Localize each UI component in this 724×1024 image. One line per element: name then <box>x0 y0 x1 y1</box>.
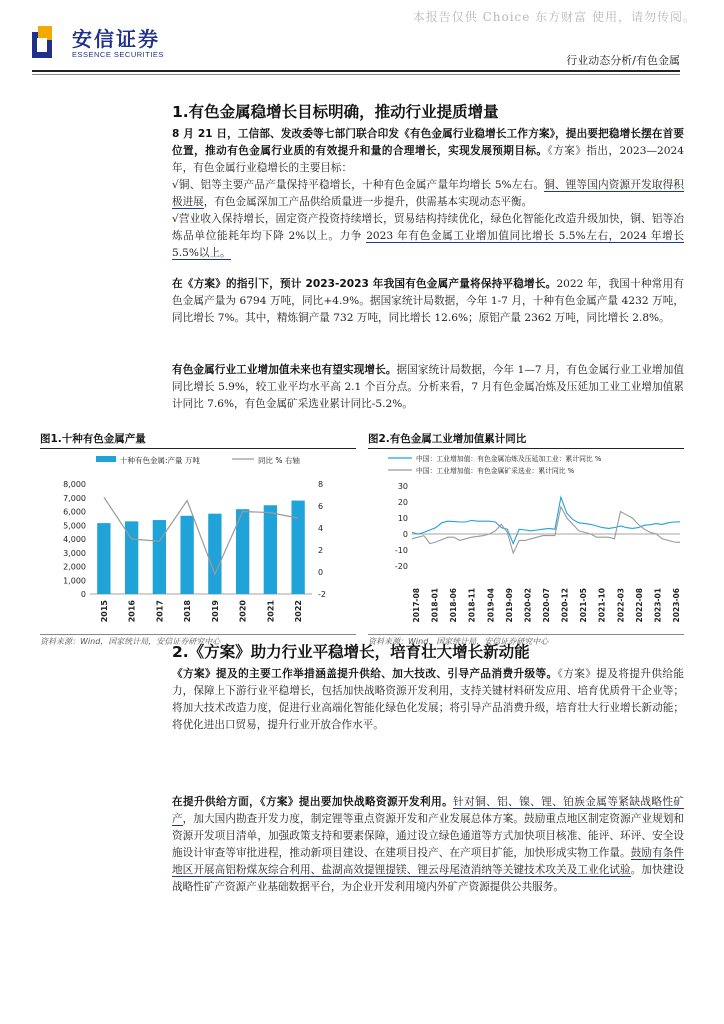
p3-body: 据国家统计局数据，今年 1—7 月，有色金属行业工业增加值同比增长 5.9%，较工业平均水平高 2.1 个百分点。分析来看，7 月有色金属冶炼及压延加工业工业增加值累计同比 7.6%，有色金属矿采选业累计同比-5.2%。 <box>172 364 685 410</box>
y-right-tick-label: 4 <box>318 524 324 533</box>
figure-1-chart <box>40 452 356 632</box>
brand-name-en: ESSENCE SECURITIES <box>72 49 164 59</box>
bar-production-2015 <box>97 523 110 594</box>
section-2-title: 2.《方案》助力行业平稳增长，培育壮大增长新动能 <box>172 643 530 661</box>
y-left-tick-label: 6,000 <box>63 507 86 517</box>
x-tick-label: 2021 <box>266 600 276 623</box>
bar-production-2018 <box>180 516 193 594</box>
x-tick-label: 2020-07 <box>542 588 551 623</box>
section-1-paragraph-1 <box>172 126 684 262</box>
s2-p2-lead: 在提升供给方面，《方案》提出要加快战略资源开发利用。 <box>172 796 454 808</box>
x-tick-label: 2019-04 <box>486 588 496 623</box>
p1-lead: 8 月 21 日，工信部、发改委等七部门联合印发《有色金属行业稳增长工作方案》，提出要把稳增长摆在首要位置，推动有色金属行业质的有效提升和量的合理增长，实现发展预期目标。 <box>172 128 684 157</box>
section-1-paragraph-2 <box>172 276 684 327</box>
x-tick-label: 2021-10 <box>597 588 607 623</box>
figure-1-title: 图1.十种有色金属产量 <box>40 433 146 445</box>
y-tick-label: 30 <box>397 482 408 491</box>
header-divider <box>32 70 680 72</box>
figure-2-title: 图2.有色金属工业增加值累计同比 <box>368 433 527 445</box>
y-left-tick-label: 1,000 <box>63 576 86 586</box>
line-series-smelting <box>412 497 680 543</box>
x-tick-label: 2019 <box>210 600 220 623</box>
figure-1-source-rule <box>40 634 356 635</box>
y-tick-label: 0 <box>402 530 408 539</box>
y-left-tick-label: 8,000 <box>63 480 86 489</box>
legend-swatch-production <box>96 456 116 462</box>
section-1-title: 1.有色金属稳增长目标明确，推动行业提质增量 <box>172 103 499 121</box>
y-tick-label: 10 <box>397 514 408 523</box>
y-left-tick-label: 2,000 <box>63 562 86 572</box>
s2-p2-underline-2: 鼓励有条件地区开展高铝粉煤灰综合利用、盐湖高效提锂提镁、锂云母尾渣消纳等关键技术攻关及工业化试验 <box>172 847 685 876</box>
y-tick-label: 20 <box>397 498 408 507</box>
brand-name-cn: 安信证券 <box>72 26 160 51</box>
s2-p2-body-b: 。加快建设战略性矿产资源产业基础数据平台，为企业开发利用境内外矿产资源提供公共服务。 <box>172 864 685 893</box>
figure-2-chart <box>368 452 684 632</box>
y-left-tick-label: 5,000 <box>63 521 86 531</box>
section-2-paragraph-1 <box>172 666 684 734</box>
x-tick-label: 2020-12 <box>560 588 570 623</box>
watermark: 本报告仅供 Choice 东方财富 使用，请勿传阅。 <box>412 10 696 24</box>
y-right-tick-label: 0 <box>318 568 324 577</box>
p1-bullet-1-underline: 铜、锂等国内资源开发取得积极进展 <box>172 179 685 208</box>
y-left-tick-label: 7,000 <box>63 493 86 503</box>
legend-label-mining: 中国：工业增加值：有色金属矿采选业：累计同比 % <box>416 467 575 475</box>
p3-lead: 有色金属行业工业增加值未来也有望实现增长。 <box>172 364 397 376</box>
bar-production-2022 <box>291 501 304 594</box>
y-tick-label: -20 <box>394 562 408 571</box>
x-tick-label: 2022-08 <box>634 588 644 623</box>
x-tick-label: 2018-01 <box>430 588 440 623</box>
y-left-tick-label: 3,000 <box>63 548 86 558</box>
p2-body: 2022 年，我国十种常用有色金属产量为 6794 万吨，同比+4.9%。据国家统计局数据，今年 1-7 月，十种有色金属产量 4232 万吨，同比增长 7%。其中，精炼铜产量 732 万吨，同比增长 12.6%；原铝产量 2362 万吨，同比增长 2.8%。 <box>172 278 684 324</box>
legend-label-smelting: 中国：工业增加值：有色金属冶炼及压延加工业：累计同比 % <box>416 455 602 463</box>
s2-p1-lead: 《方案》提及的主要工作举措涵盖提升供给、加大技改、引导产品消费升级等。 <box>172 668 558 680</box>
x-tick-label: 2019-09 <box>504 588 514 623</box>
x-tick-label: 2018-06 <box>449 588 459 623</box>
y-right-tick-label: 2 <box>318 546 324 555</box>
section-2-paragraph-2 <box>172 794 684 896</box>
x-tick-label: 2020 <box>238 600 248 623</box>
bar-production-2019 <box>208 514 221 594</box>
p1-bullet-1: √铜、铝等主要产品产量保持平稳增长，十种有色金属产量年均增长 5%左右。 <box>172 179 545 191</box>
legend-label-yoy: 同比 % 右轴 <box>258 456 300 465</box>
x-tick-label: 2020-02 <box>523 588 533 623</box>
figure-2-rule <box>368 448 684 449</box>
y-tick-label: -10 <box>394 546 408 555</box>
y-left-tick-label: 0 <box>80 590 86 599</box>
x-tick-label: 2022-03 <box>616 588 626 623</box>
p1-bullet-2: √营业收入保持增长，固定资产投资持续增长，贸易结构持续优化，绿色化智能化改造升级加快，铜、铝等冶炼品单位能耗年均下降 2%以上。力争 <box>172 213 684 242</box>
x-tick-label: 2023-06 <box>672 588 681 623</box>
y-right-tick-label: 6 <box>318 502 324 511</box>
s2-p1-body: 《方案》提及将提升供给能力，保障上下游行业平稳增长，包括加快战略资源开发利用，支持关键材料研发应用、培育优质骨干企业等；将加大技术改造力度，促进行业高端化智能化绿色化发展；将引导产品消费升级，培育壮大行业增长新动能；将优化进出口贸易，提升行业开放合作水平。 <box>172 668 685 731</box>
report-category: 行业动态分析/有色金属 <box>566 54 680 67</box>
y-left-tick-label: 4,000 <box>63 535 86 544</box>
line-series-mining <box>412 507 680 553</box>
p2-lead: 在《方案》的指引下，预计 2023-2023 年我国有色金属产量将保持平稳增长。 <box>172 278 557 290</box>
bar-production-2021 <box>264 505 277 594</box>
p1-bullet-1-cont: ，有色金属深加工产品供给质量进一步提升，供需基本实现动态平衡。 <box>203 196 533 208</box>
legend-label-production: 十种有色金属:产量 万吨 <box>120 456 200 465</box>
x-tick-label: 2015 <box>99 600 109 623</box>
figure-1-rule <box>40 448 356 449</box>
s2-p2-underline-1: 针对铜、铝、镍、锂、铂族金属等紧缺战略性矿产 <box>172 796 685 825</box>
p1-bullet-2-underline: 2023 年有色金属工业增加值同比增长 5.5%左右，2024 年增长 5.5%以上。 <box>172 230 684 259</box>
figure-2-source: 资料来源：Wind，国家统计局，安信证券研究中心 <box>368 637 549 646</box>
brand-logo <box>32 26 164 60</box>
x-tick-label: 2018-11 <box>467 588 477 623</box>
p1-intro: 《方案》指出，2023—2024 年，有色金属行业稳增长的主要目标： <box>172 145 685 174</box>
section-1-paragraph-3 <box>172 362 684 413</box>
x-tick-label: 2017 <box>155 600 165 623</box>
x-tick-label: 2022 <box>294 600 304 623</box>
x-tick-label: 2018 <box>183 600 193 623</box>
bar-production-2017 <box>153 520 166 594</box>
x-tick-label: 2023-01 <box>653 588 663 623</box>
x-tick-label: 2016 <box>127 600 137 623</box>
figure-2-source-rule <box>368 634 684 635</box>
s2-p2-body-a: ，加大国内勘查开发力度，制定锂等重点资源开发和产业发展总体方案。鼓励重点地区制定资源产业规划和资源开发项目清单，加强政策支持和要素保障，通过设立绿色通道等方式加快项目核准、能评、环评、安全设施设计审查等审批进程，推动新项目建设、在建项目投产、在产项目扩能，加快形成实物工作量。 <box>172 813 684 859</box>
y-right-tick-label: 8 <box>318 480 324 489</box>
x-tick-label: 2021-05 <box>579 588 589 623</box>
header-divider-thin <box>32 74 680 75</box>
x-tick-label: 2017-08 <box>412 588 421 623</box>
brand-mark-icon <box>32 26 66 60</box>
y-right-tick-label: -2 <box>318 590 326 599</box>
figure-1-source: 资料来源：Wind，国家统计局，安信证券研究中心 <box>40 637 221 646</box>
